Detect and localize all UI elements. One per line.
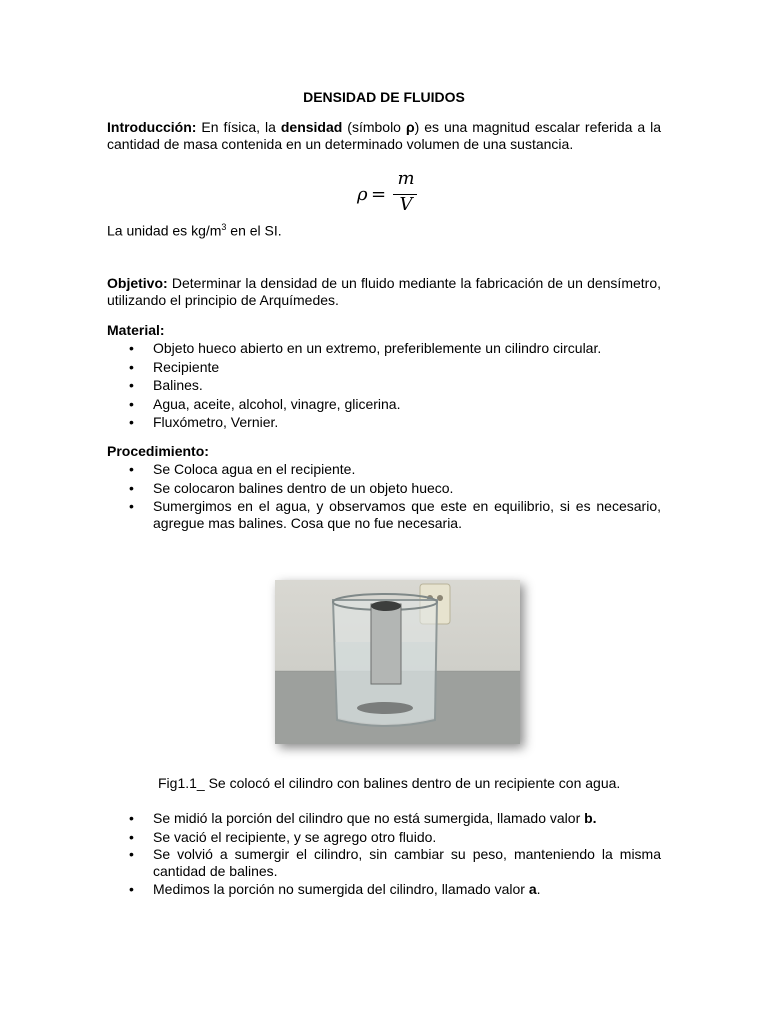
intro-symbol: ρ (405, 119, 415, 135)
step-1-text: Se midió la porción del cilindro que no está sumergida, llamado valor (153, 810, 585, 826)
cylinder-opening (371, 601, 401, 611)
formula-lhs: ρ (357, 184, 368, 205)
document-title: DENSIDAD DE FLUIDOS (303, 89, 465, 105)
list-item: • Se colocaron balines dentro de un objeto hueco. (107, 479, 661, 498)
material-list (107, 339, 661, 432)
steps-list (107, 809, 661, 899)
figure-caption: Fig1.1_ Se colocó el cilindro con balines dentro de un recipiente con agua. (158, 775, 621, 791)
step-4-end: . (536, 881, 541, 897)
beaker-illustration (275, 580, 520, 744)
list-item (107, 809, 661, 828)
list-item: • Se vació el recipiente, y se agrego otro fluido. (107, 828, 661, 847)
list-item: • Objeto hueco abierto en un extremo, preferiblemente un cilindro circular. (107, 339, 661, 358)
procedure-heading: Procedimiento: (107, 443, 209, 459)
list-item: • Recipiente (107, 358, 661, 377)
unit-text: La unidad es kg/m (107, 222, 222, 239)
step-4-bold: a (528, 881, 537, 897)
formula-equals: = (371, 184, 387, 205)
step-1-bold: b. (584, 810, 597, 826)
list-item: • Balines. (107, 376, 661, 395)
density-formula (355, 170, 425, 218)
list-item: • Se Coloca agua en el recipiente. (107, 460, 661, 479)
list-item (107, 880, 661, 899)
step-4-text: Medimos la porción no sumergida del cilindro, llamado valor (153, 881, 529, 897)
balines (357, 702, 413, 714)
unit-line (107, 219, 661, 240)
list-item: • Sumergimos en el agua, y observamos que este en equilibrio, si es necesario, agregue mas balines. Cosa que no fue necesaria. (107, 498, 661, 532)
objective-paragraph (107, 275, 661, 309)
list-item: • Fluxómetro, Vernier. (107, 413, 661, 432)
procedure-list (107, 460, 661, 532)
list-item: • Agua, aceite, alcohol, vinagre, glicerina. (107, 395, 661, 414)
unit-exponent: 3 (221, 222, 227, 232)
metal-cylinder (371, 604, 401, 684)
formula-numerator: m (397, 168, 415, 189)
objective-text: Determinar la densidad de un fluido mediante la fabricación de un densímetro, utilizando el principio de Arquímedes. (107, 275, 661, 308)
intro-paragraph (107, 119, 661, 153)
beaker-photo (275, 580, 520, 744)
intro-text-1: En física, la (196, 119, 281, 135)
intro-text-2: (símbolo (342, 119, 406, 135)
intro-bold-term: densidad (280, 119, 343, 135)
intro-text-3: ) es una magnitud escalar referida a la cantidad de masa contenida en un determinado volumen de una sustancia. (107, 119, 661, 152)
intro-heading: Introducción: (107, 119, 197, 135)
unit-text-end: en el SI. (226, 222, 282, 239)
objective-heading: Objetivo: (107, 275, 168, 291)
list-item: • Se volvió a sumergir el cilindro, sin cambiar su peso, manteniendo la misma cantidad de balines. (107, 846, 661, 880)
material-heading: Material: (107, 322, 165, 338)
formula-denominator: V (399, 194, 413, 215)
